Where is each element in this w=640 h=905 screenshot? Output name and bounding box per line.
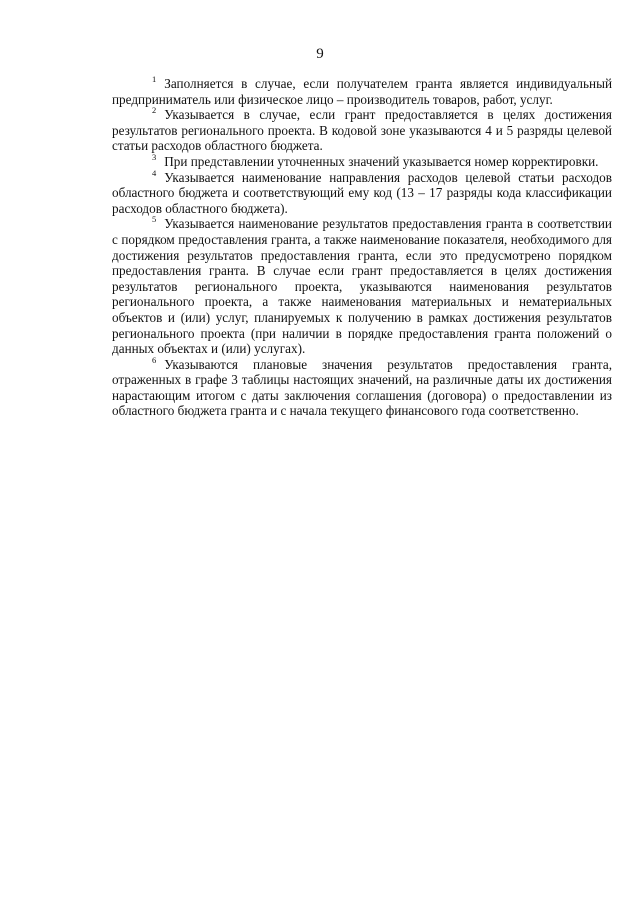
footnote-text: Указывается в случае, если грант предоставляется в целях достижения результатов регионального проекта. В кодовой зоне указываются 4 и 5 разряды целевой статьи расходов областного бюджета. [112,107,612,154]
footnote-text: Указывается наименование направления расходов целевой статьи расходов областного бюджета и соответствующий ему код (13 – 17 разряды кода классификации расходов областного бюджета). [112,169,612,216]
footnote-marker: 1 [152,74,157,84]
footnote-marker: 5 [152,214,157,225]
footnote-text: Указывается наименование результатов предоставления гранта в соответствии с порядком предоставления гранта, а также наименование показателя, необходимого для достижения результатов предоставления гранта, если это предусмотрено порядком предоставления гранта. В случае если грант предоставляется в целях достижения результатов регионального проекта, указываются наименования результатов регионального проекта, а также наименования материальных и нематериальных объектов и (или) услуг, планируемых к получению в рамках достижения результатов регионального проекта (при наличии в порядке предоставления гранта положений о данных объектах и (или) услугах). [112,216,612,357]
footnote [112,354,612,419]
footnote-text: Указываются плановые значения результатов предоставления гранта, отраженных в графе 3 таблицы настоящих значений, на различные даты их достижения нарастающим итогом с даты заключения соглашения (договора) о предоставлении из областного бюджета гранта и с начала текущего финансового года соответственно. [112,356,612,419]
footnote-text: При представлении уточненных значений указывается номер корректировки. [164,153,599,169]
footnote-marker: 4 [152,167,157,178]
footnote-marker: 3 [152,151,157,162]
footnote-marker: 6 [152,354,157,365]
footnote-marker: 2 [152,105,157,116]
footnote [112,216,612,356]
footnote [112,151,612,170]
footnote [112,107,612,154]
footnotes [112,76,612,419]
footnote-text: Заполняется в случае, если получателем гранта является индивидуальный предприниматель или физическое лицо – производитель товаров, работ, услуг. [112,76,612,107]
page-number: 9 [316,46,324,62]
footnote [112,76,612,107]
footnote [112,167,612,217]
